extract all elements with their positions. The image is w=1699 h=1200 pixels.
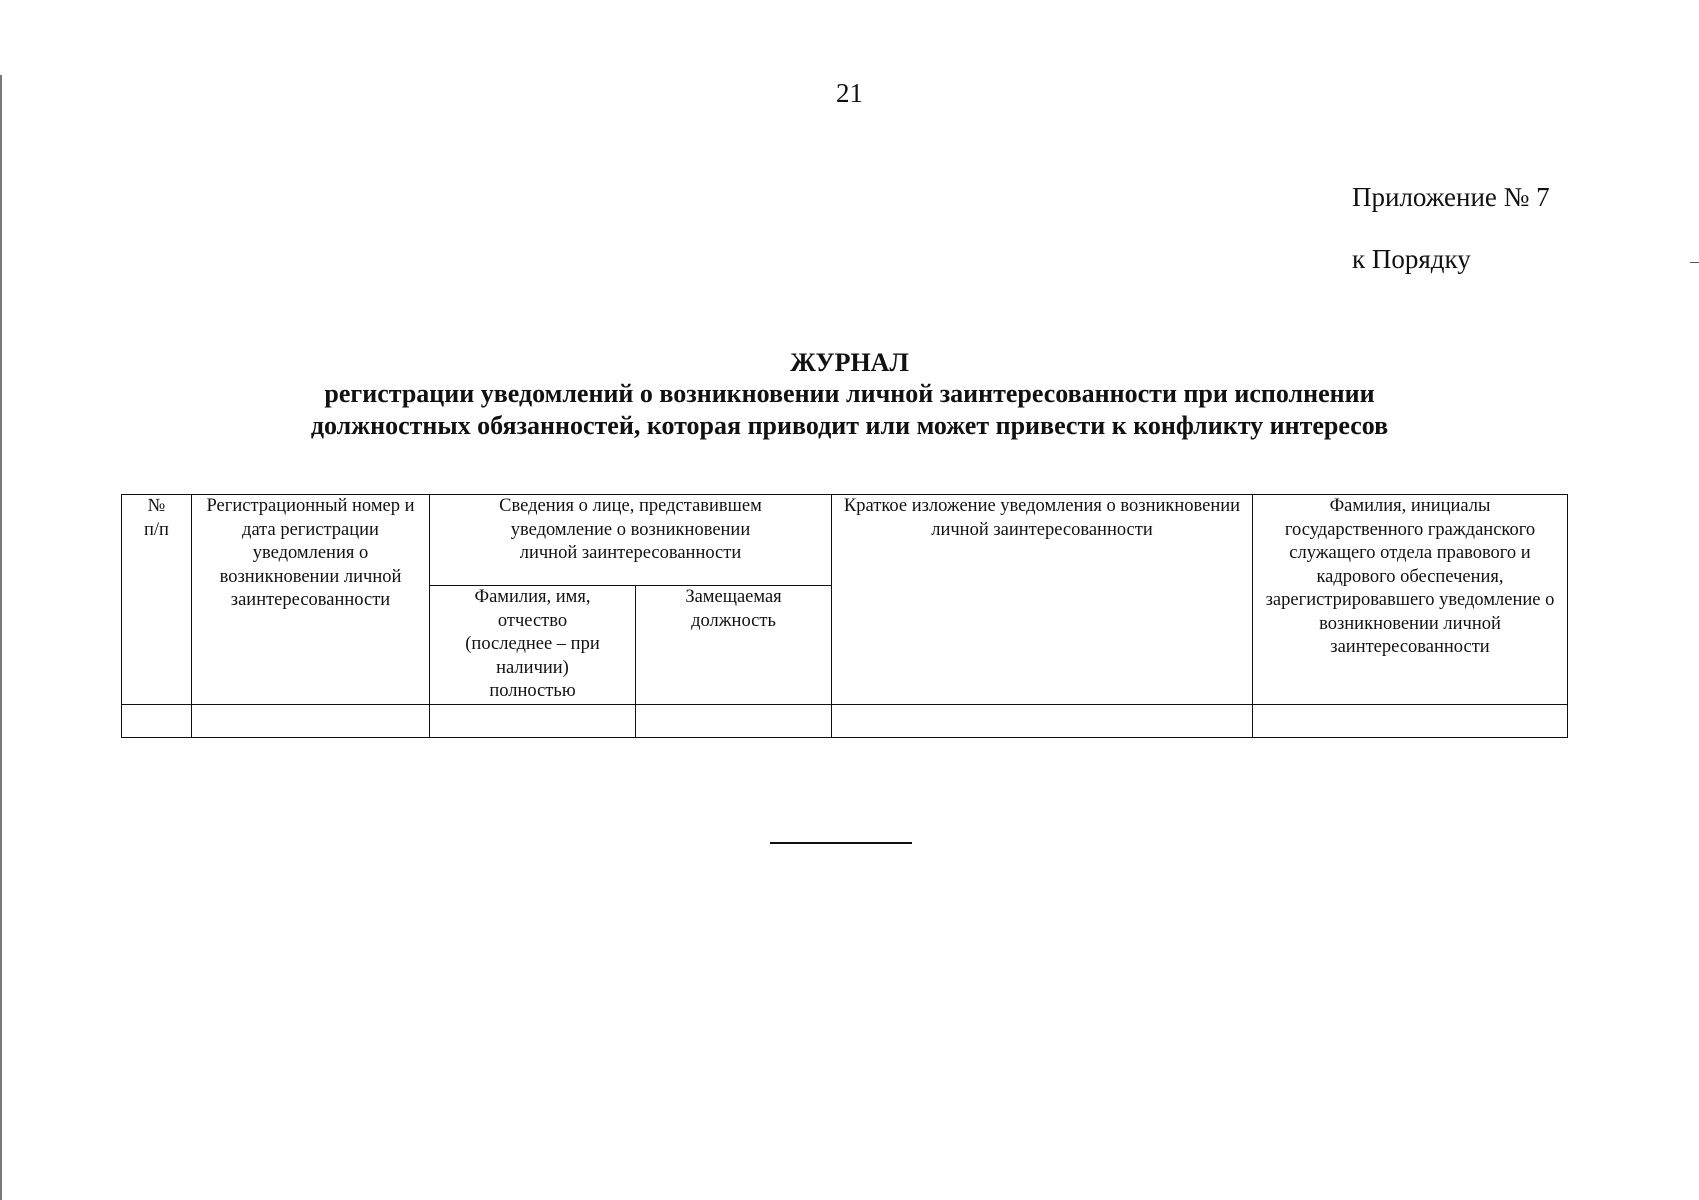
header-person-info: Сведения о лице, представившем уведомление о возникновении личной заинтересованности: [430, 495, 832, 586]
table-cell: [430, 705, 636, 738]
closing-divider: [770, 842, 912, 844]
appendix-title: Приложение № 7: [1352, 182, 1550, 212]
appendix-note: [1352, 180, 1550, 276]
header-registration: Регистрационный номер и дата регистрации уведомления о возникновении личной заинтересованности: [192, 495, 430, 705]
header-number: № п/п: [122, 495, 192, 705]
table-cell: [832, 705, 1253, 738]
header-registrar: Фамилия, инициалы государственного гражданского служащего отдела правового и кадрового обеспечения, зарегистрировавшего уведомление о возникновении личной заинтересованности: [1253, 495, 1568, 705]
table-cell: [636, 705, 832, 738]
table-cell: [192, 705, 430, 738]
page-left-edge: [0, 75, 2, 1200]
table-row: [122, 705, 1568, 738]
title-line-1: регистрации уведомлений о возникновении личной заинтересованности при исполнении: [324, 379, 1375, 408]
table-cell: [122, 705, 192, 738]
page-number: 21: [836, 78, 863, 108]
header-full-name: Фамилия, имя, отчество (последнее – при наличии) полностью: [430, 586, 636, 705]
journal-table: [121, 494, 1568, 738]
document-title: [0, 348, 1699, 442]
table-cell: [1253, 705, 1568, 738]
title-main: ЖУРНАЛ: [790, 348, 909, 377]
scan-mark: [1690, 262, 1699, 263]
header-summary: Краткое изложение уведомления о возникновении личной заинтересованности: [832, 495, 1253, 705]
appendix-reference: к Порядку: [1352, 244, 1471, 274]
header-position: Замещаемая должность: [636, 586, 832, 705]
title-line-2: должностных обязанностей, которая приводит или может привести к конфликту интересов: [310, 411, 1389, 440]
